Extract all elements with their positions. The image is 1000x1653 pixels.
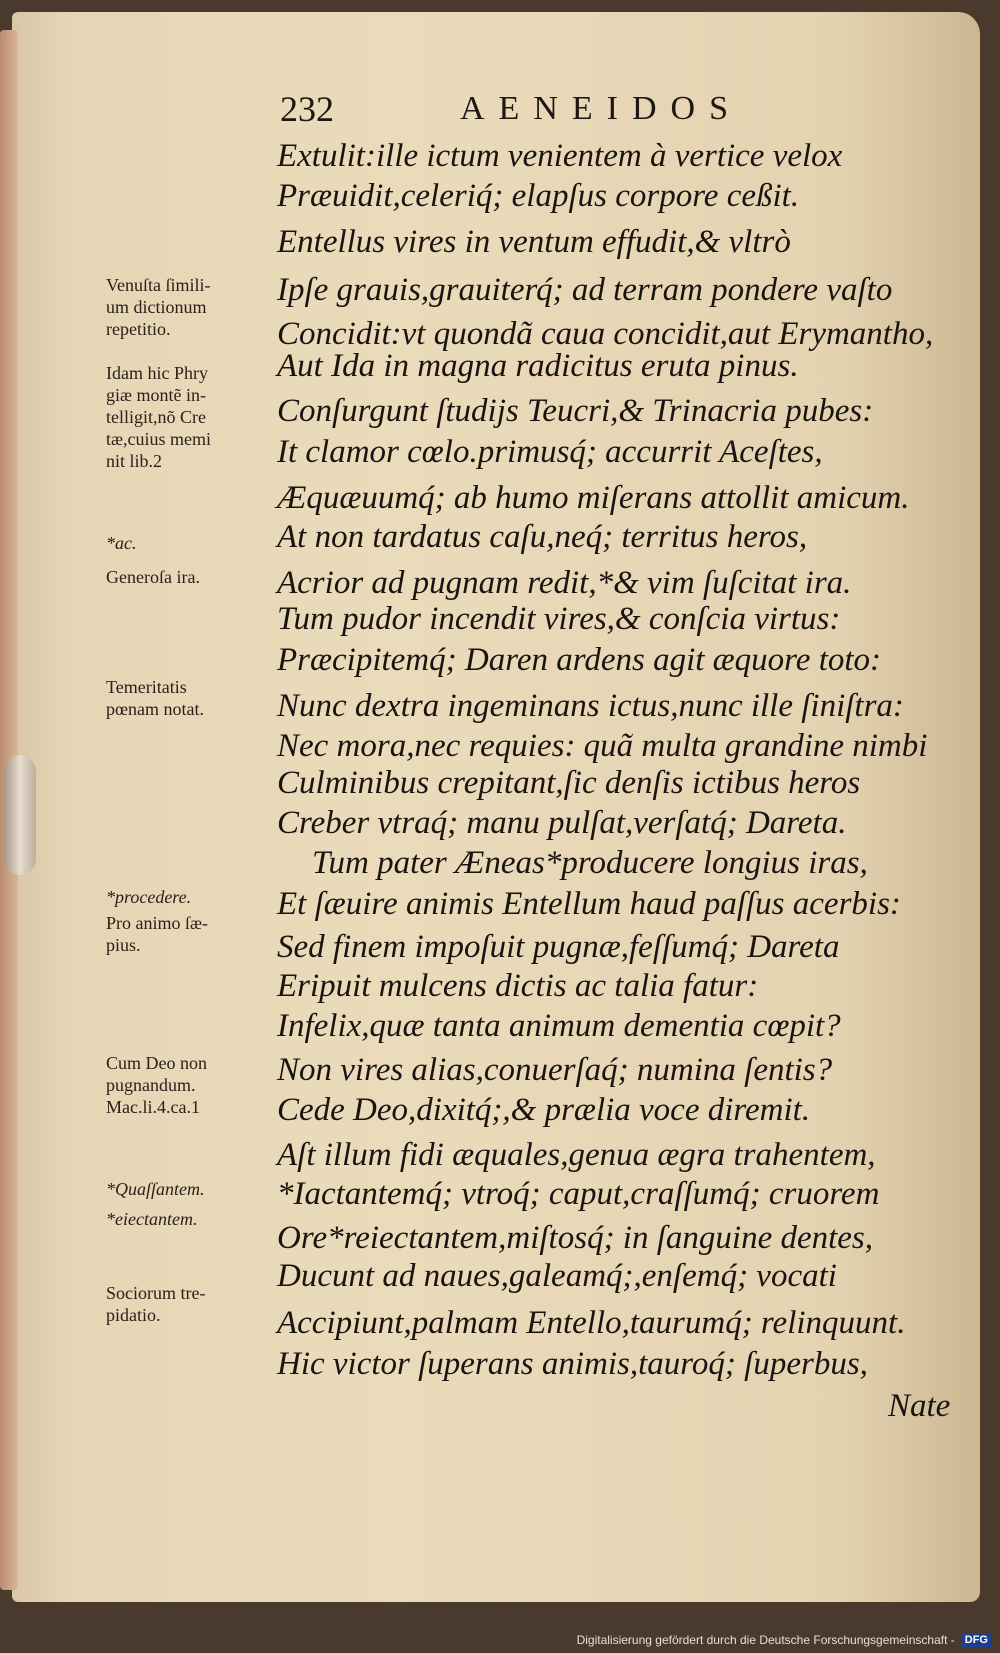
marginal-note: *Quaſſantem. xyxy=(106,1179,205,1199)
marginal-note: Sociorum tre- pidatio. xyxy=(106,1283,206,1325)
marginal-note: *ac. xyxy=(106,533,137,553)
verse-line: Concidit:vt quondã caua concidit,aut Erymantho, xyxy=(277,316,934,352)
verse-line: Hic victor ſuperans animis,tauroq́; ſuperbus, xyxy=(277,1346,868,1382)
verse-line: Entellus vires in ventum effudit,& vltrò xyxy=(277,224,791,260)
verse-line: It clamor cœlo.primusq́; accurrit Aceſtes, xyxy=(277,434,823,470)
verse-line: Sed finem impoſuit pugnæ,feſſumq́; Dareta xyxy=(277,929,840,965)
dfg-logo: DFG xyxy=(961,1633,992,1647)
verse-line: Infelix,quæ tanta animum dementia cœpit? xyxy=(277,1008,841,1044)
marginal-note: *procedere. xyxy=(106,887,192,907)
verse-line: Accipiunt,palmam Entello,taurumq́; relinquunt. xyxy=(277,1305,906,1341)
marginal-note: Idam hic Phry giæ montẽ in- telligit,nõ Cre tæ,cuius memi nit lib.2 xyxy=(106,363,211,471)
marginal-note: Generoſa ira. xyxy=(106,567,200,587)
verse-line: Ore*reiectantem,miſtosq́; in ſanguine dentes, xyxy=(277,1220,874,1256)
verse-line: Eripuit mulcens dictis ac talia fatur: xyxy=(277,968,759,1004)
verse-line: Nunc dextra ingeminans ictus,nunc ille ſiniſtra: xyxy=(277,688,904,724)
verse-line: Culminibus crepitant,ſic denſis ictibus heros xyxy=(277,765,861,801)
verse-line: Creber vtraq́; manu pulſat,verſatq́; Dareta. xyxy=(277,805,847,841)
verse-line: Præuidit,celeriq́; elapſus corpore ceßit. xyxy=(277,178,800,214)
verse-line: Conſurgunt ſtudijs Teucri,& Trinacria pubes: xyxy=(277,393,874,429)
verse-line: Extulit:ille ictum venientem à vertice velox xyxy=(277,138,843,174)
verse-line: Præcipitemq́; Daren ardens agit æquore toto: xyxy=(277,642,882,678)
verse-line: Acrior ad pugnam redit,*& vim ſuſcitat ira. xyxy=(277,565,852,601)
verse-line: Et ſæuire animis Entellum haud paſſus acerbis: xyxy=(277,886,901,922)
verse-line: Ipſe grauis,grauiterq́; ad terram pondere vaſto xyxy=(277,272,893,308)
verse-line: Æquæuumq́; ab humo miſerans attollit amicum. xyxy=(277,480,910,516)
running-head: AENEIDOS xyxy=(460,90,742,127)
marginal-note: Cum Deo non pugnandum. Mac.li.4.ca.1 xyxy=(106,1053,207,1117)
marginal-note: *eiectantem. xyxy=(106,1209,198,1229)
verse-line: Tum pater Æneas*producere longius iras, xyxy=(312,845,868,881)
verse-line: Non vires alias,conuerſaq́; numina ſentis? xyxy=(277,1052,833,1088)
verse-line: Nec mora,nec requies: quã multa grandine nimbi xyxy=(277,728,928,764)
verse-line: *Iactantemq́; vtroq́; caput,craſſumq́; cruorem xyxy=(277,1176,880,1212)
credit-text: Digitalisierung gefördert durch die Deutsche Forschungsgemeinschaft - xyxy=(576,1633,955,1647)
page-number: 232 xyxy=(280,89,334,129)
catchword: Nate xyxy=(888,1388,951,1424)
marginal-note: Venuſta ſimili- um dictionum repetitio. xyxy=(106,275,211,339)
page-header xyxy=(270,88,830,134)
verse-line: Tum pudor incendit vires,& conſcia virtus: xyxy=(277,601,841,637)
verse-line: Aut Ida in magna radicitus eruta pinus. xyxy=(277,348,799,384)
verse-line: Ducunt ad naues,galeamq́;,enſemq́; vocati xyxy=(277,1258,837,1294)
verse-line: At non tardatus caſu,neq́; territus heros, xyxy=(277,519,808,555)
digitization-credit xyxy=(577,1631,992,1649)
verse-line: Aſt illum fidi æquales,genua ægra trahentem, xyxy=(277,1137,876,1173)
marginal-note: Pro animo ſæ- pius. xyxy=(106,913,208,955)
page-clip xyxy=(4,755,36,875)
marginal-note: Temeritatis pœnam notat. xyxy=(106,677,204,719)
verse-line: Cede Deo,dixitq́;,& prælia voce diremit. xyxy=(277,1092,811,1128)
